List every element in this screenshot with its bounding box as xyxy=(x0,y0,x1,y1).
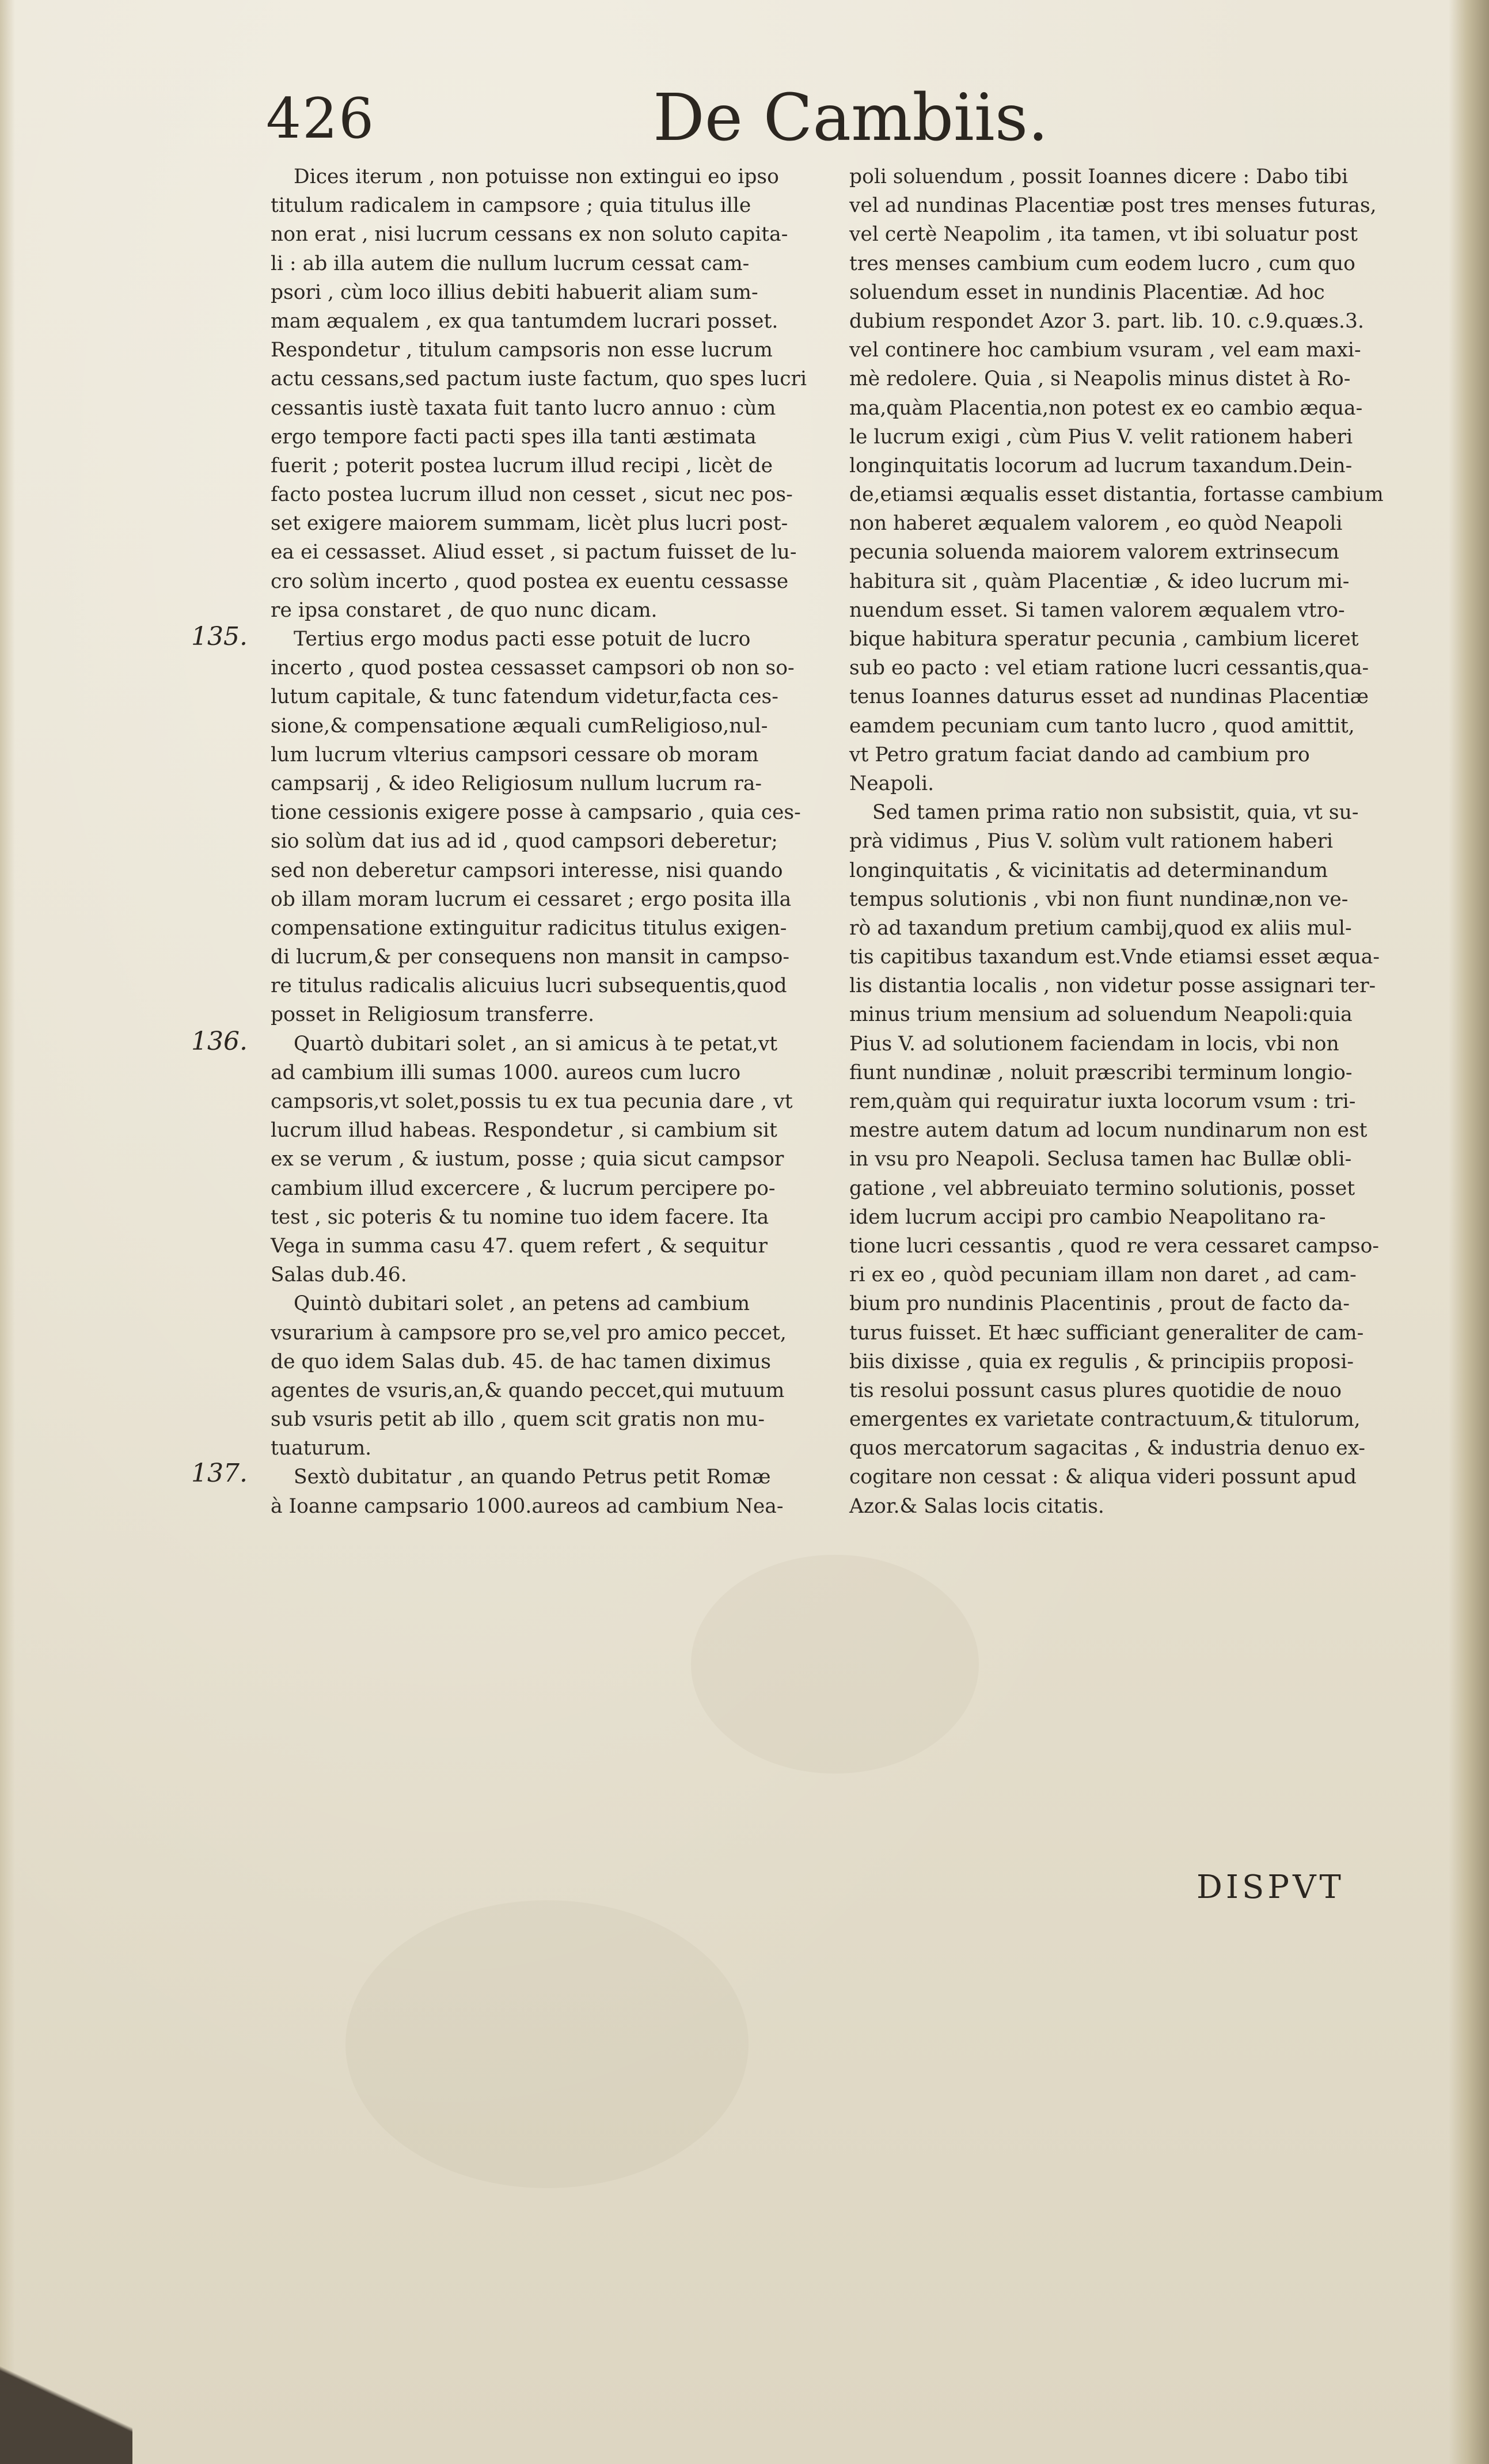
text-line: non erat , nisi lucrum cessans ex non soluto capita- xyxy=(271,223,788,246)
text-line: titulum radicalem in campsore ; quia titulus ille xyxy=(271,194,751,218)
page-left-edge-shadow xyxy=(0,0,15,2464)
text-line: turus fuisset. Et hæc sufficiant generaliter de cam- xyxy=(849,1321,1364,1345)
text-line: tione cessionis exigere posse à campsario , quia ces- xyxy=(271,801,801,825)
text-line: fiunt nundinæ , noluit præscribi terminum longio- xyxy=(849,1061,1353,1084)
text-line: pecunia soluenda maiorem valorem extrinsecum xyxy=(849,541,1339,564)
text-line: ergo tempore facti pacti spes illa tanti æstimata xyxy=(271,425,757,449)
text-line: cambium illud excercere , & lucrum percipere po- xyxy=(271,1176,776,1200)
text-line: tres menses cambium cum eodem lucro , cum quo xyxy=(849,252,1355,275)
text-line: Salas dub.46. xyxy=(271,1263,407,1287)
text-line: lucrum illud habeas. Respondetur , si cambium sit xyxy=(271,1119,777,1142)
text-line: ma,quàm Placentia,non potest ex eo cambio æqua- xyxy=(849,396,1363,420)
text-line: lis distantia localis , non videtur posse assignari ter- xyxy=(849,974,1376,998)
text-line: emergentes ex varietate contractuum,& titulorum, xyxy=(849,1408,1361,1432)
text-line: ri ex eo , quòd pecuniam illam non daret , ad cam- xyxy=(849,1263,1357,1287)
paper-stain xyxy=(345,1900,749,2188)
text-line: cessantis iustè taxata fuit tanto lucro annuo : cùm xyxy=(271,396,776,420)
text-line: vel continere hoc cambium vsuram , vel eam maxi- xyxy=(849,339,1361,362)
text-line: longinquitatis , & vicinitatis ad determinandum xyxy=(849,859,1328,882)
text-line: le lucrum exigi , cùm Pius V. velit rationem haberi xyxy=(849,425,1353,449)
text-line: bique habitura speratur pecunia , cambium liceret xyxy=(849,628,1359,651)
text-line: sub vsuris petit ab illo , quem scit gratis non mu- xyxy=(271,1408,765,1432)
text-line: gatione , vel abbreuiato termino solutionis, posset xyxy=(849,1176,1355,1200)
text-line: mam æqualem , ex qua tantumdem lucrari posset. xyxy=(271,309,778,333)
text-line: tenus Ioannes daturus esset ad nundinas Placentiæ xyxy=(849,685,1369,709)
text-line: psori , cùm loco illius debiti habuerit aliam sum- xyxy=(271,280,758,304)
text-line: Azor.& Salas locis citatis. xyxy=(849,1494,1104,1518)
text-line: habitura sit , quàm Placentiæ , & ideo lucrum mi- xyxy=(849,570,1350,593)
text-line: set exigere maiorem summam, licèt plus lucri post- xyxy=(271,512,788,536)
text-line: non haberet æqualem valorem , eo quòd Neapoli xyxy=(849,512,1343,536)
text-line: Respondetur , titulum campsoris non esse lucrum xyxy=(271,339,773,362)
text-line: tis capitibus taxandum est.Vnde etiamsi esset æqua- xyxy=(849,946,1380,969)
text-line: tis resolui possunt casus plures quotidie de nouo xyxy=(849,1379,1342,1402)
text-line: vsurarium à campsore pro se,vel pro amico peccet, xyxy=(271,1321,787,1345)
text-line: sub eo pacto : vel etiam ratione lucri cessantis,qua- xyxy=(849,656,1369,680)
text-line: cogitare non cessat : & aliqua videri possunt apud xyxy=(849,1466,1357,1489)
text-line: de quo idem Salas dub. 45. de hac tamen diximus xyxy=(271,1350,771,1373)
text-line: vt Petro gratum faciat dando ad cambium pro xyxy=(849,743,1310,766)
running-title: De Cambiis. xyxy=(653,81,1049,155)
text-line: fuerit ; poterit postea lucrum illud recipi , licèt de xyxy=(271,454,773,477)
text-line: de,etiamsi æqualis esset distantia, fortasse cambium xyxy=(849,483,1384,507)
text-line: ex se verum , & iustum, posse ; quia sicut campsor xyxy=(271,1148,784,1171)
page-header xyxy=(266,81,1372,155)
margin-number: 135. xyxy=(191,622,248,651)
text-line: mestre autem datum ad locum nundinarum non est xyxy=(849,1119,1368,1142)
text-line: ad cambium illi sumas 1000. aureos cum lucro xyxy=(271,1061,741,1084)
text-line: rem,quàm qui requiratur iuxta locorum vsum : tri- xyxy=(849,1090,1356,1113)
text-line: in vsu pro Neapoli. Seclusa tamen hac Bullæ obli- xyxy=(849,1148,1352,1171)
page-number: 426 xyxy=(266,86,375,151)
left-text-column xyxy=(271,162,806,1521)
text-line: Quintò dubitari solet , an petens ad cambium xyxy=(294,1292,750,1316)
text-line: cro solùm incerto , quod postea ex euentu cessasse xyxy=(271,570,789,593)
catchword: DISPVT xyxy=(1196,1869,1344,1906)
text-line: sed non deberetur campsori interesse, nisi quando xyxy=(271,859,783,882)
text-line: prà vidimus , Pius V. solùm vult rationem haberi xyxy=(849,830,1334,853)
text-line: rò ad taxandum pretium cambij,quod ex aliis mul- xyxy=(849,916,1352,940)
text-line: incerto , quod postea cessasset campsori ob non so- xyxy=(271,656,795,680)
text-line: nuendum esset. Si tamen valorem æqualem vtro- xyxy=(849,598,1345,622)
text-line: sione,& compensatione æquali cumReligioso,nul- xyxy=(271,714,768,738)
paper-stain xyxy=(691,1555,979,1774)
text-line: Dices iterum , non potuisse non extingui eo ipso xyxy=(294,165,779,188)
text-line: campsoris,vt solet,possis tu ex tua pecunia dare , vt xyxy=(271,1090,793,1113)
text-line: campsarij , & ideo Religiosum nullum lucrum ra- xyxy=(271,772,762,795)
text-line: actu cessans,sed pactum iuste factum, quo spes lucri xyxy=(271,367,807,391)
text-line: eamdem pecuniam cum tanto lucro , quod amittit, xyxy=(849,714,1355,738)
text-line: dubium respondet Azor 3. part. lib. 10. c.9.quæs.3. xyxy=(849,309,1364,333)
torn-corner xyxy=(0,2280,132,2464)
text-line: agentes de vsuris,an,& quando peccet,qui mutuum xyxy=(271,1379,785,1402)
binding-edge-shadow xyxy=(1449,0,1489,2464)
text-line: Tertius ergo modus pacti esse potuit de lucro xyxy=(294,628,751,651)
text-line: di lucrum,& per consequens non mansit in campso- xyxy=(271,946,790,969)
text-line: à Ioanne campsario 1000.aureos ad cambium Nea- xyxy=(271,1494,784,1518)
text-line: test , sic poteris & tu nomine tuo idem facere. Ita xyxy=(271,1205,769,1229)
text-line: re titulus radicalis alicuius lucri subsequentis,quod xyxy=(271,974,787,998)
right-text-column xyxy=(849,162,1385,1521)
text-line: quos mercatorum sagacitas , & industria denuo ex- xyxy=(849,1437,1366,1460)
text-line: tuaturum. xyxy=(271,1437,372,1460)
text-line: soluendum esset in nundinis Placentiæ. Ad hoc xyxy=(849,280,1325,304)
text-line: Sed tamen prima ratio non subsistit, quia, vt su- xyxy=(872,801,1359,825)
text-line: ea ei cessasset. Aliud esset , si pactum fuisset de lu- xyxy=(271,541,797,564)
text-line: lum lucrum vlterius campsori cessare ob moram xyxy=(271,743,759,766)
text-line: Pius V. ad solutionem faciendam in locis, vbi non xyxy=(849,1032,1339,1056)
text-line: Neapoli. xyxy=(849,772,935,795)
text-line: re ipsa constaret , de quo nunc dicam. xyxy=(271,598,658,622)
margin-number: 136. xyxy=(191,1027,248,1056)
text-line: biis dixisse , quia ex regulis , & principiis proposi- xyxy=(849,1350,1354,1373)
margin-number: 137. xyxy=(191,1459,248,1488)
text-line: bium pro nundinis Placentinis , prout de facto da- xyxy=(849,1292,1350,1316)
text-line: li : ab illa autem die nullum lucrum cessat cam- xyxy=(271,252,750,275)
text-line: mè redolere. Quia , si Neapolis minus distet à Ro- xyxy=(849,367,1351,391)
text-line: idem lucrum accipi pro cambio Neapolitano ra- xyxy=(849,1205,1326,1229)
text-line: lutum capitale, & tunc fatendum videtur,facta ces- xyxy=(271,685,778,709)
text-line: Quartò dubitari solet , an si amicus à te petat,vt xyxy=(294,1032,778,1056)
text-line: Vega in summa casu 47. quem refert , & sequitur xyxy=(271,1234,768,1258)
text-line: ob illam moram lucrum ei cessaret ; ergo posita illa xyxy=(271,887,792,911)
text-line: posset in Religiosum transferre. xyxy=(271,1003,595,1027)
text-line: Sextò dubitatur , an quando Petrus petit Romæ xyxy=(294,1466,771,1489)
text-line: longinquitatis locorum ad lucrum taxandum.Dein- xyxy=(849,454,1353,477)
text-line: vel ad nundinas Placentiæ post tres menses futuras, xyxy=(849,194,1377,218)
text-line: minus trium mensium ad soluendum Neapoli:quia xyxy=(849,1003,1353,1027)
text-line: vel certè Neapolim , ita tamen, vt ibi soluatur post xyxy=(849,223,1358,246)
text-line: sio solùm dat ius ad id , quod campsori deberetur; xyxy=(271,830,778,853)
text-line: tione lucri cessantis , quod re vera cessaret campso- xyxy=(849,1234,1379,1258)
text-line: facto postea lucrum illud non cesset , sicut nec pos- xyxy=(271,483,793,507)
text-line: poli soluendum , possit Ioannes dicere : Dabo tibi xyxy=(849,165,1349,188)
text-line: compensatione extinguitur radicitus titulus exigen- xyxy=(271,916,787,940)
text-line: tempus solutionis , vbi non fiunt nundinæ,non ve- xyxy=(849,887,1349,911)
